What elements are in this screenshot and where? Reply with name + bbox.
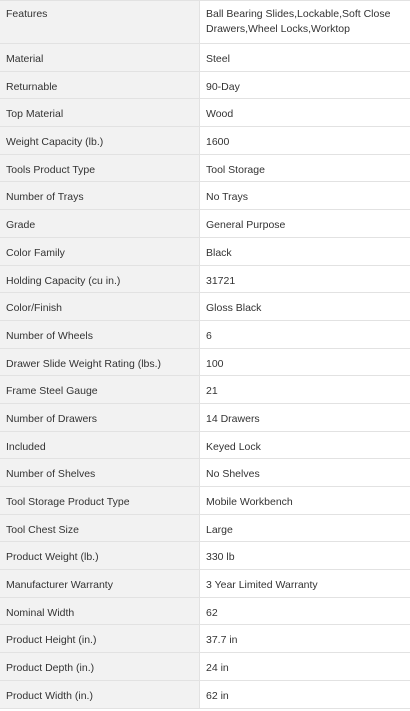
spec-row-tool-storage-product-type xyxy=(0,487,410,515)
spec-row-drawer-slide-weight-rating xyxy=(0,349,410,377)
spec-row-returnable xyxy=(0,72,410,100)
spec-label: Holding Capacity (cu in.) xyxy=(0,266,200,293)
spec-value: 100 xyxy=(200,349,410,376)
spec-value: Keyed Lock xyxy=(200,432,410,459)
spec-value: No Trays xyxy=(200,182,410,209)
spec-value: Wood xyxy=(200,99,410,126)
spec-row-number-of-shelves xyxy=(0,459,410,487)
spec-row-product-width xyxy=(0,681,410,709)
spec-label: Product Weight (lb.) xyxy=(0,542,200,569)
spec-row-grade xyxy=(0,210,410,238)
spec-label: Product Depth (in.) xyxy=(0,653,200,680)
spec-row-color-finish xyxy=(0,293,410,321)
spec-row-tools-product-type xyxy=(0,155,410,183)
spec-label: Color Family xyxy=(0,238,200,265)
spec-row-tool-chest-size xyxy=(0,515,410,543)
spec-value: General Purpose xyxy=(200,210,410,237)
spec-label: Product Width (in.) xyxy=(0,681,200,708)
spec-value: 6 xyxy=(200,321,410,348)
spec-value: 62 xyxy=(200,598,410,625)
spec-row-features xyxy=(0,1,410,44)
spec-value: Mobile Workbench xyxy=(200,487,410,514)
spec-label: Color/Finish xyxy=(0,293,200,320)
spec-row-material xyxy=(0,44,410,72)
spec-value: Ball Bearing Slides,Lockable,Soft Close Drawers,Wheel Locks,Worktop xyxy=(200,1,410,43)
spec-row-number-of-wheels xyxy=(0,321,410,349)
spec-row-product-weight xyxy=(0,542,410,570)
spec-row-included xyxy=(0,432,410,460)
spec-label: Included xyxy=(0,432,200,459)
spec-row-holding-capacity xyxy=(0,266,410,294)
spec-value: Steel xyxy=(200,44,410,71)
spec-value: No Shelves xyxy=(200,459,410,486)
spec-label: Material xyxy=(0,44,200,71)
spec-label: Tool Chest Size xyxy=(0,515,200,542)
spec-value: 90-Day xyxy=(200,72,410,99)
spec-row-weight-capacity xyxy=(0,127,410,155)
spec-value: 1600 xyxy=(200,127,410,154)
spec-label: Drawer Slide Weight Rating (lbs.) xyxy=(0,349,200,376)
spec-value: Gloss Black xyxy=(200,293,410,320)
spec-row-top-material xyxy=(0,99,410,127)
spec-label: Number of Trays xyxy=(0,182,200,209)
spec-label: Nominal Width xyxy=(0,598,200,625)
spec-row-number-of-drawers xyxy=(0,404,410,432)
spec-row-number-of-trays xyxy=(0,182,410,210)
spec-label: Features xyxy=(0,1,200,43)
spec-label: Tools Product Type xyxy=(0,155,200,182)
spec-row-product-height xyxy=(0,625,410,653)
spec-value: 31721 xyxy=(200,266,410,293)
spec-value: Tool Storage xyxy=(200,155,410,182)
spec-label: Number of Shelves xyxy=(0,459,200,486)
spec-label: Weight Capacity (lb.) xyxy=(0,127,200,154)
spec-row-color-family xyxy=(0,238,410,266)
spec-value: 62 in xyxy=(200,681,410,708)
spec-value: Black xyxy=(200,238,410,265)
spec-value: 21 xyxy=(200,376,410,403)
spec-label: Top Material xyxy=(0,99,200,126)
spec-row-frame-steel-gauge xyxy=(0,376,410,404)
spec-value: 37.7 in xyxy=(200,625,410,652)
spec-value: 14 Drawers xyxy=(200,404,410,431)
spec-label: Number of Wheels xyxy=(0,321,200,348)
spec-label: Product Height (in.) xyxy=(0,625,200,652)
spec-row-manufacturer-warranty xyxy=(0,570,410,598)
spec-label: Grade xyxy=(0,210,200,237)
spec-row-nominal-width xyxy=(0,598,410,626)
spec-label: Returnable xyxy=(0,72,200,99)
spec-value: Large xyxy=(200,515,410,542)
spec-value: 24 in xyxy=(200,653,410,680)
spec-label: Tool Storage Product Type xyxy=(0,487,200,514)
spec-label: Frame Steel Gauge xyxy=(0,376,200,403)
spec-label: Manufacturer Warranty xyxy=(0,570,200,597)
spec-value: 330 lb xyxy=(200,542,410,569)
spec-label: Number of Drawers xyxy=(0,404,200,431)
spec-row-product-depth xyxy=(0,653,410,681)
spec-value: 3 Year Limited Warranty xyxy=(200,570,410,597)
